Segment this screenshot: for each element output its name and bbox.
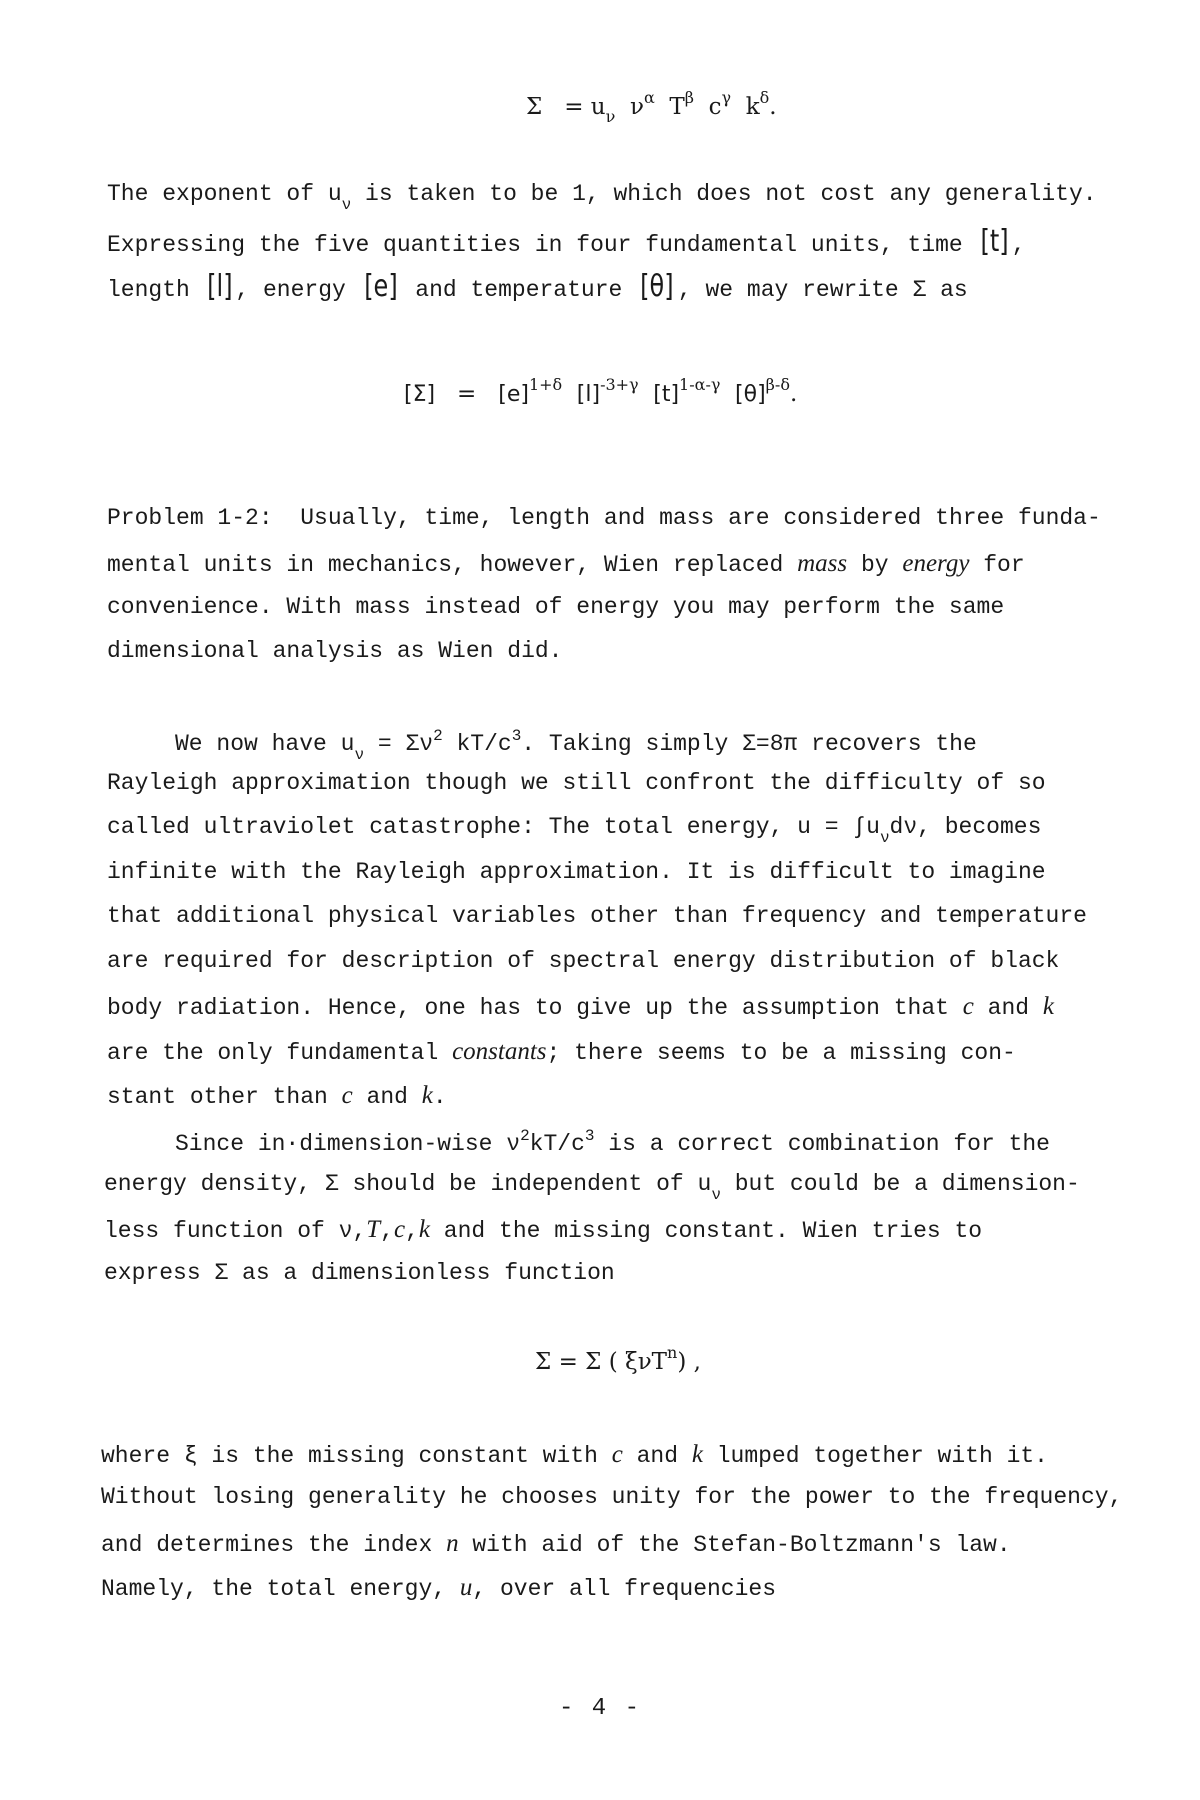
u-nu-subscript: ν [341,196,352,214]
para2-line8: are the only fundamental constants; there seems to be a missing con- [107,1038,1016,1066]
italic-mass: mass [797,550,848,577]
problem-line3: convenience. With mass instead of energy you may perform the same [107,594,1005,620]
problem-line2: mental units in mechanics, however, Wien replaced mass by energy for [107,550,1025,578]
para4-line1: where ξ is the missing constant with c and k lumped together with it. [101,1441,1048,1469]
para2-line6: are required for description of spectral energy distribution of black [107,948,1060,974]
para2-line4: infinite with the Rayleigh approximation. It is difficult to imagine [107,859,1046,885]
eq1-k: k [745,94,760,120]
eq1-u-subscript: ν [605,107,616,126]
unit-temperature-bracket: [θ] [640,269,674,304]
equation-sigma-function: Σ = Σ ( ξνT$^n$) , [535,1343,701,1375]
eq1-nu: ν [629,94,644,120]
para4-line3: and determines the index n with aid of the Stefan-Boltzmann's law. [101,1530,1011,1558]
eq2-time: [t] [653,382,680,407]
italic-c: c [962,993,974,1020]
para4-line2: Without losing generality he chooses unity for the power to the frequency, [101,1484,1123,1510]
eq2-temperature-exponent: β-δ [765,375,790,394]
eq1-lhs: Σ [526,94,543,120]
unit-energy-bracket: [e] [363,269,398,304]
eq2-equals: = [457,381,477,407]
italic-n: n [446,1530,459,1557]
eq1-c-exponent: γ [721,88,732,107]
para1-line1: The exponent of $u_\nu$ is taken to be 1, which does not cost any generality. [107,181,1097,214]
unit-length-bracket: [l] [206,269,233,304]
eq1-T: T [669,94,685,120]
eq2-period: . [789,381,798,407]
para2-line5: that additional physical variables other than frequency and temperature [107,903,1087,929]
eq1-equals: = [564,94,584,120]
eq2-length: [l] [576,382,601,407]
eq1-T-exponent: β [684,88,694,107]
para2-line1: We now have $u_\nu = \Sigma\nu^2$ $kT/c^3$. Taking simply Σ=8π recovers the [175,727,977,764]
italic-energy: energy [902,550,970,577]
para1-line3: length [l] , energy [e] and temperature [θ] , we may rewrite Σ as [107,269,968,304]
italic-u: u [459,1574,473,1601]
para2-line2: Rayleigh approximation though we still confront the difficulty of so [107,770,1046,796]
para2-line7: body radiation. Hence, one has to give up the assumption that c and k [107,993,1054,1021]
eq1-u: u [590,94,606,120]
problem-line4: dimensional analysis as Wien did. [107,638,563,664]
eq3-equals: = [558,1349,578,1375]
problem-label: Problem 1-2: [107,505,273,531]
para2-line9: stant other than c and k. [107,1082,447,1110]
eq3-lhs: Σ [535,1349,552,1375]
eq1-k-exponent: δ [759,88,770,107]
eq2-temperature: [θ] [735,382,766,407]
para4-line4: Namely, the total energy, u, over all frequencies [101,1574,777,1602]
problem-line1: Problem 1-2: Usually, time, length and mass are considered three funda- [107,505,1101,531]
para3-line1: Since in·dimension-wise $\nu^2kT/c^3$ is a correct combination for the [175,1127,1050,1157]
para1-line2: Expressing the five quantities in four fundamental units, time [t] , [107,224,1026,259]
equation-sigma-dimensions [404,377,797,406]
eq3-exponent-n: n [667,1343,678,1362]
italic-k: k [1042,993,1054,1020]
eq1-period: . [769,94,777,120]
eq3-rhs: Σ ( ξνT [585,1349,668,1375]
para2-line3: called ultraviolet catastrophe: The total energy, $u = \int u_\nu d\nu$, becomes [107,814,1042,847]
eq2-lhs: [Σ] [404,382,436,407]
para3-line2: energy density, Σ should be independent of $u_\nu$ but could be a dimension- [104,1171,1080,1204]
eq2-energy-exponent: 1+δ [528,375,563,394]
italic-constants: constants [452,1038,547,1065]
equation-sigma-definition [526,90,777,125]
page-number: - 4 - [558,1695,641,1722]
eq1-nu-exponent: α [643,88,655,107]
eq1-c: c [708,94,722,120]
para3-line4: express Σ as a dimensionless function [104,1260,615,1286]
eq2-length-exponent: -3+γ [600,375,639,394]
eq2-time-exponent: 1-α-γ [679,375,721,394]
eq2-energy: [e] [498,382,529,407]
para3-line3: less function of ν,T,c,k and the missing constant. Wien tries to [104,1216,983,1244]
unit-time-bracket: [t] [980,224,1009,259]
